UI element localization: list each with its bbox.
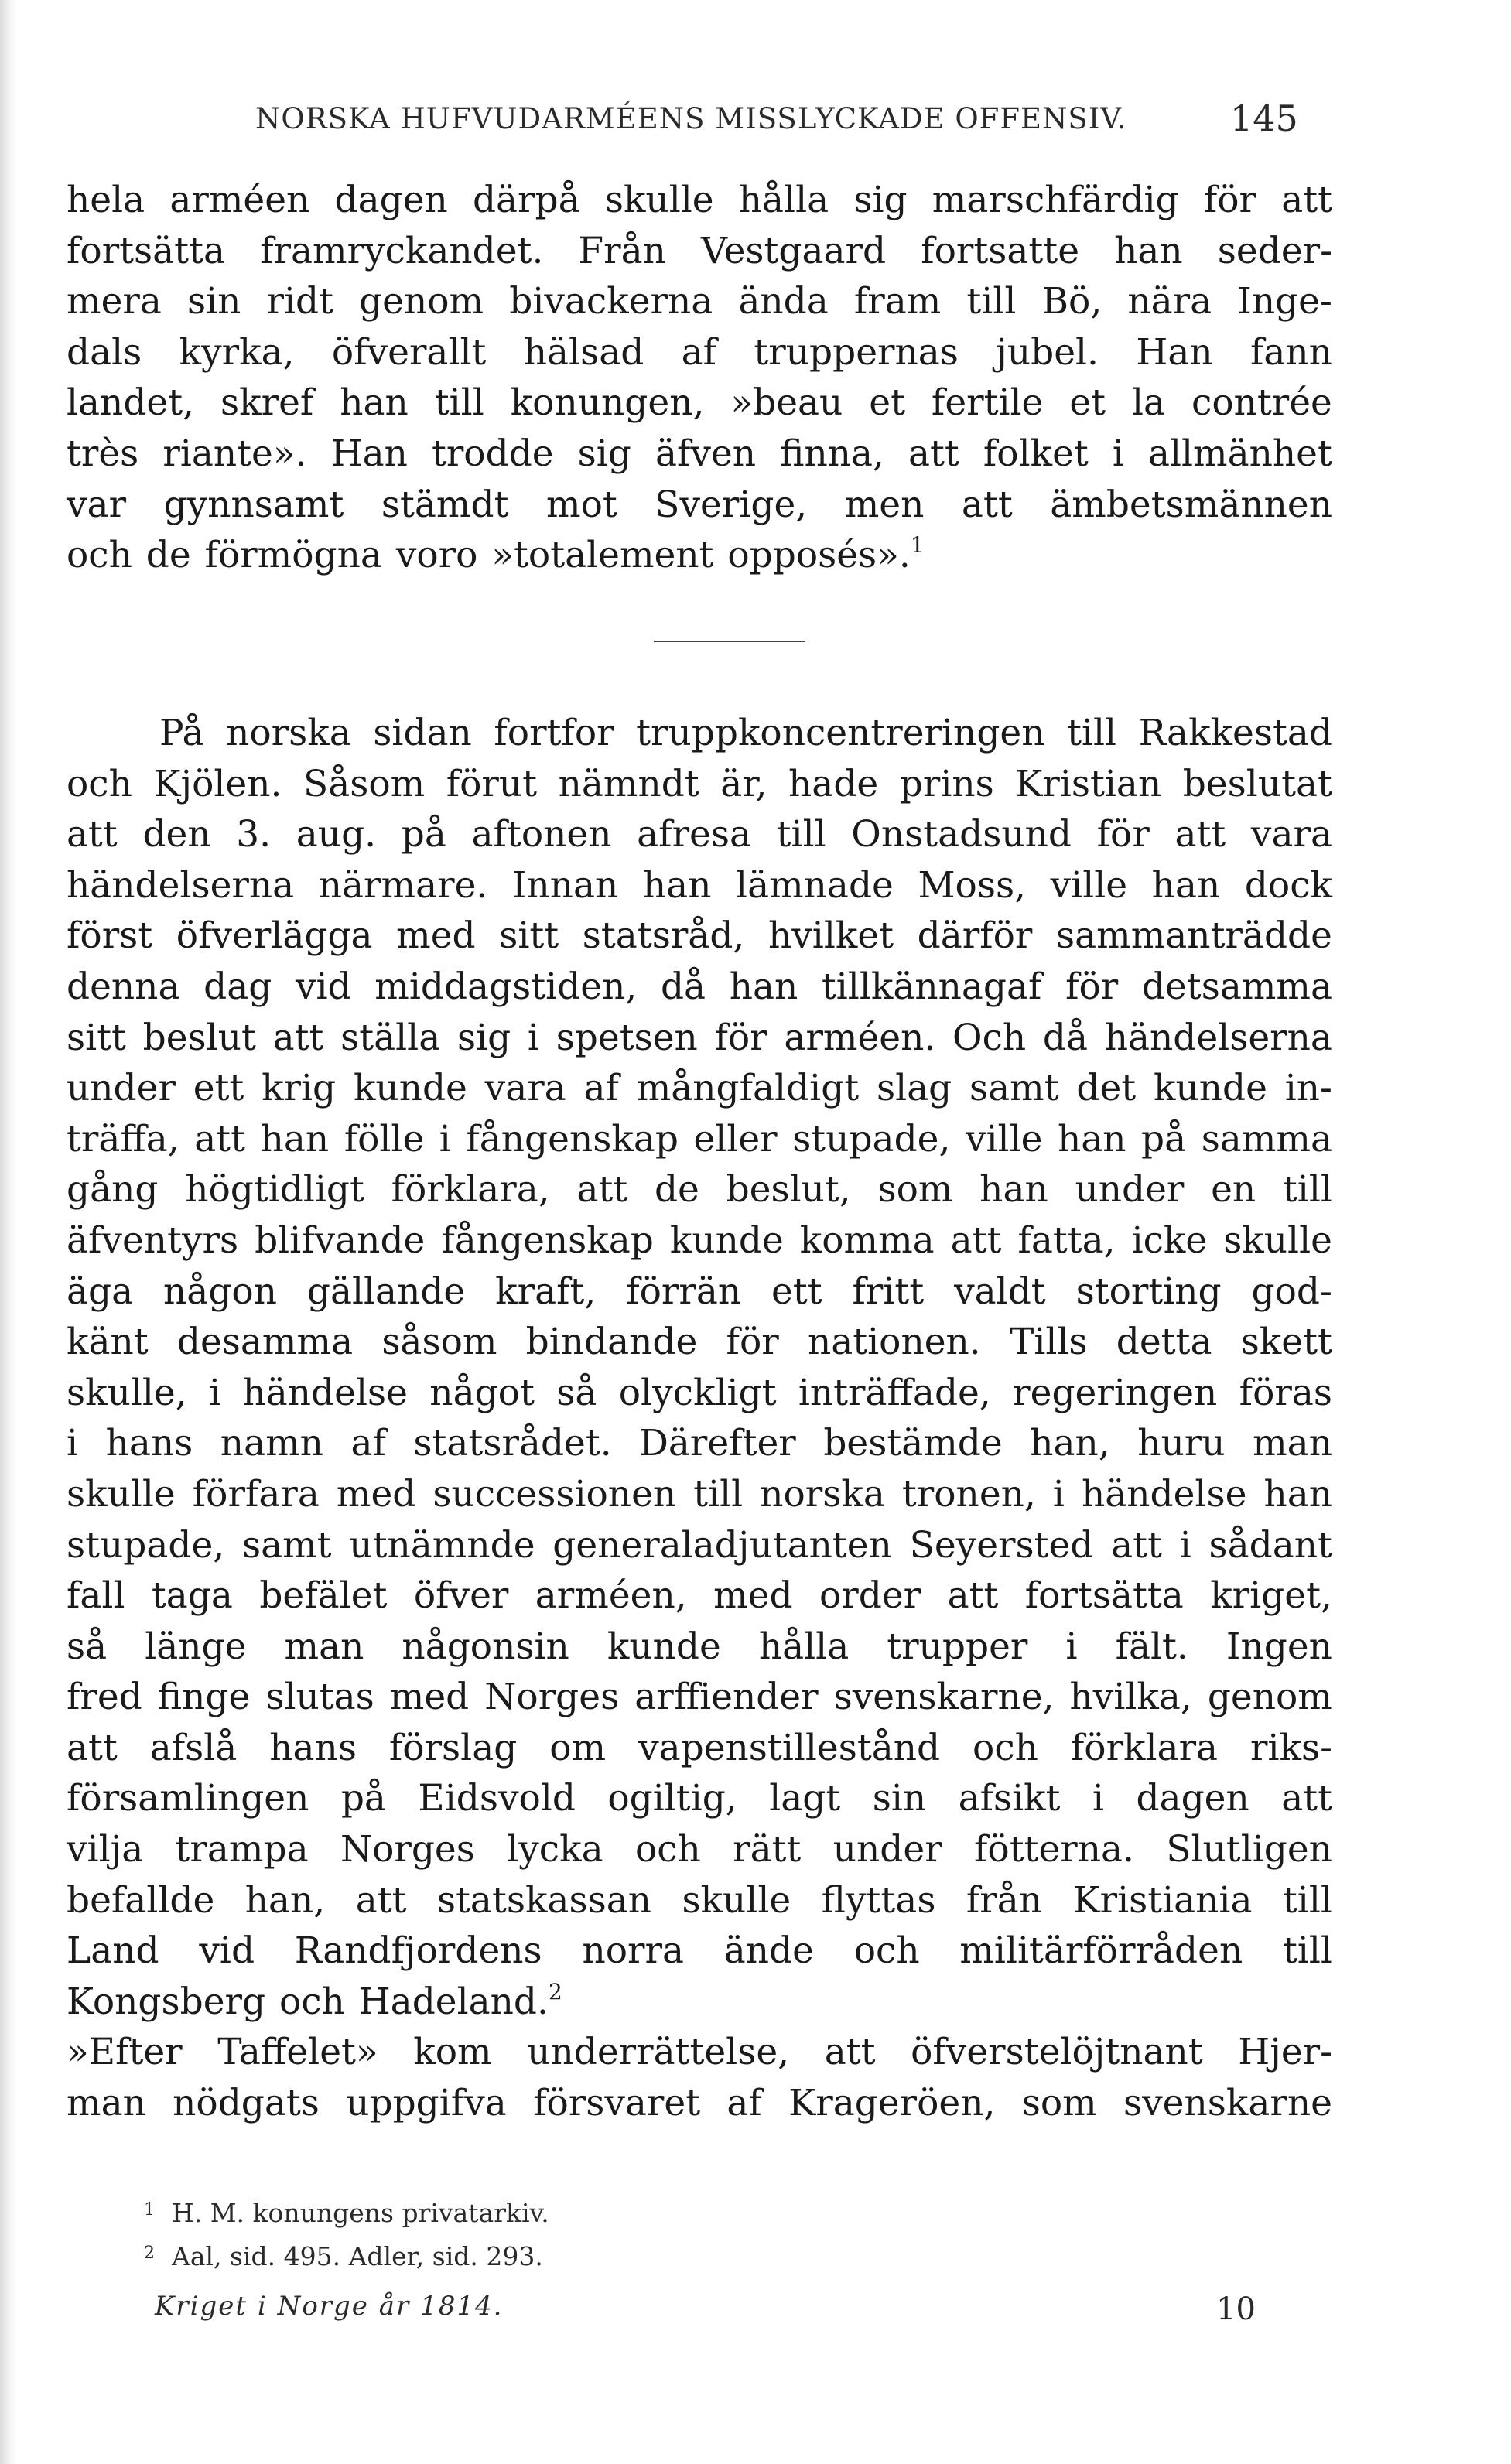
text-line: sitt beslut att ställa sig i spetsen för arméen. Och då händelserna: [67, 1016, 1332, 1059]
text-line: dals kyrka, öfverallt hälsad af truppernas jubel. Han fann: [67, 330, 1332, 374]
text-line: träffa, att han fölle i fångenskap eller stupade, ville han på samma: [67, 1117, 1332, 1160]
running-head: NORSKA HUFVUDARMÉENS MISSLYCKADE OFFENSIV.: [255, 102, 1127, 135]
footnote-mark: 1: [144, 2200, 155, 2220]
text-line: var gynnsamt stämdt mot Sverige, men att ämbetsmännen: [67, 483, 1332, 526]
signature-mark: 10: [1216, 2291, 1256, 2327]
text-line: très riante». Han trodde sig äfven finna, att folket i allmänhet: [67, 432, 1332, 475]
text-line: först öfverlägga med sitt statsråd, hvilket därför sammanträdde: [67, 914, 1332, 958]
text-line: skulle förfara med successionen till norska tronen, i händelse han: [67, 1472, 1332, 1516]
text-line: »Efter Taffelet» kom underrättelse, att öfverstelöjtnant Hjer-: [67, 2031, 1332, 2074]
text-line: denna dag vid middagstiden, då han tillkännagaf för detsamma: [67, 965, 1332, 1008]
text-line: man nödgats uppgifva försvaret af Krageröen, som svenskarne: [67, 2082, 1332, 2125]
text-line: stupade, samt utnämnde generaladjutanten Seyersted att i sådant: [67, 1523, 1332, 1567]
footnote-mark: 2: [144, 2244, 155, 2263]
footnote-reference: 1: [910, 532, 925, 559]
text-line: äga någon gällande kraft, förrän ett fritt valdt storting god-: [67, 1270, 1332, 1313]
footnotes: [144, 2192, 549, 2278]
footnote-text: H. M. konungens privatarkiv.: [172, 2198, 549, 2228]
text-line: under ett krig kunde vara af mångfaldigt slag samt det kunde in-: [67, 1067, 1332, 1110]
text-line: känt desamma såsom bindande för nationen. Tills detta skett: [67, 1321, 1332, 1364]
text-line: och de förmögna voro »totalement opposés».$^1$: [67, 532, 925, 577]
signature-line: Kriget i Norge år 1814.: [155, 2291, 504, 2322]
footnote-text: Aal, sid. 495. Adler, sid. 293.: [172, 2241, 543, 2271]
text-line: Land vid Randfjordens norra ände och militärförråden till: [67, 1929, 1332, 1973]
text-line: i hans namn af statsrådet. Därefter bestämde han, huru man: [67, 1422, 1332, 1465]
page-binding-edge: [0, 0, 17, 2464]
text-line: På norska sidan fortfor truppkoncentreringen till Rakkestad: [159, 712, 1332, 754]
page-number: 145: [1230, 97, 1298, 139]
text-line: händelserna närmare. Innan han lämnade Moss, ville han dock: [67, 863, 1332, 907]
text-line: Kongsberg och Hadeland.$^2$: [67, 1978, 562, 2023]
footnote-reference: 2: [548, 1978, 562, 2004]
text-line: församlingen på Eidsvold ogiltig, lagt sin afsikt i dagen att: [67, 1777, 1332, 1820]
text-line: och Kjölen. Såsom förut nämndt är, hade prins Kristian beslutat: [67, 762, 1332, 805]
text-line: att afslå hans förslag om vapenstillestånd och förklara riks-: [67, 1726, 1332, 1769]
section-divider: [654, 641, 805, 642]
paragraph-2-and-3: [67, 708, 1332, 2129]
text-line: äfventyrs blifvande fångenskap kunde komma att fatta, icke skulle: [67, 1218, 1332, 1262]
text-line: hela arméen dagen därpå skulle hålla sig marschfärdig för att: [67, 179, 1332, 221]
text-line: befallde han, att statskassan skulle flyttas från Kristiania till: [67, 1878, 1332, 1922]
text-line: fred finge slutas med Norges arffiender svenskarne, hvilka, genom: [67, 1676, 1332, 1719]
text-line: vilja trampa Norges lycka och rätt under fötterna. Slutligen: [67, 1828, 1332, 1871]
text-line: skulle, i händelse något så olyckligt inträffade, regeringen föras: [67, 1371, 1332, 1414]
text-line: mera sin ridt genom bivackerna ända fram till Bö, nära Inge-: [67, 280, 1332, 323]
paragraph-1: [67, 175, 1332, 581]
text-line: så länge man någonsin kunde hålla trupper i fält. Ingen: [67, 1625, 1332, 1668]
text-line: gång högtidligt förklara, att de beslut, som han under en till: [67, 1168, 1332, 1211]
text-line: landet, skref han till konungen, »beau et fertile et la contrée: [67, 381, 1332, 425]
footnote-1: [144, 2192, 549, 2235]
text-line: fortsätta framryckandet. Från Vestgaard fortsatte han seder-: [67, 229, 1332, 272]
text-line: fall taga befälet öfver arméen, med order att fortsätta kriget,: [67, 1574, 1332, 1618]
footnote-2: [144, 2235, 549, 2278]
text-line: att den 3. aug. på aftonen afresa till Onstadsund för att vara: [67, 813, 1332, 856]
